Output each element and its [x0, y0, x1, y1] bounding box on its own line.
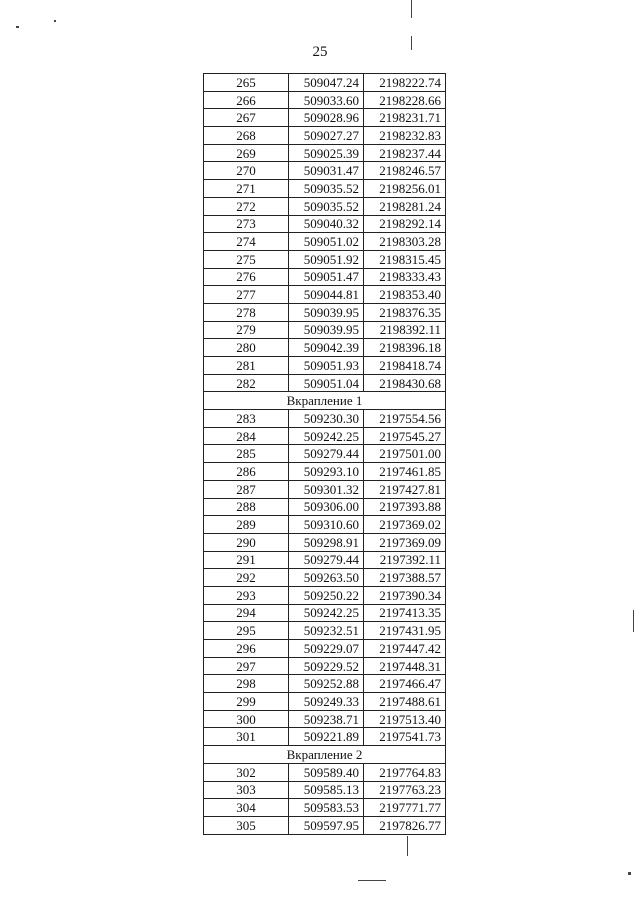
x-coordinate-cell: 509597.95: [289, 816, 364, 834]
y-coordinate-cell: 2198392.11: [364, 321, 446, 339]
y-coordinate-cell: 2197390.34: [364, 586, 446, 604]
table-row: [204, 675, 446, 693]
scan-speck: [16, 26, 19, 28]
table-row: [204, 233, 446, 251]
table-row: [204, 604, 446, 622]
point-number-cell: 291: [204, 551, 289, 569]
y-coordinate-cell: 2197466.47: [364, 675, 446, 693]
y-coordinate-cell: 2198418.74: [364, 357, 446, 375]
x-coordinate-cell: 509279.44: [289, 445, 364, 463]
point-number-cell: 283: [204, 410, 289, 428]
x-coordinate-cell: 509221.89: [289, 728, 364, 746]
point-number-cell: 301: [204, 728, 289, 746]
point-number-cell: 265: [204, 74, 289, 92]
x-coordinate-cell: 509027.27: [289, 127, 364, 145]
x-coordinate-cell: 509051.47: [289, 268, 364, 286]
point-number-cell: 273: [204, 215, 289, 233]
x-coordinate-cell: 509252.88: [289, 675, 364, 693]
point-number-cell: 270: [204, 162, 289, 180]
y-coordinate-cell: 2198292.14: [364, 215, 446, 233]
table-row: [204, 339, 446, 357]
x-coordinate-cell: 509025.39: [289, 144, 364, 162]
coordinates-table-body: [204, 74, 446, 835]
y-coordinate-cell: 2198246.57: [364, 162, 446, 180]
point-number-cell: 284: [204, 427, 289, 445]
table-row: [204, 551, 446, 569]
y-coordinate-cell: 2198430.68: [364, 374, 446, 392]
point-number-cell: 300: [204, 710, 289, 728]
y-coordinate-cell: 2197392.11: [364, 551, 446, 569]
y-coordinate-cell: 2198222.74: [364, 74, 446, 92]
section-row: [204, 392, 446, 410]
table-row: [204, 268, 446, 286]
point-number-cell: 288: [204, 498, 289, 516]
y-coordinate-cell: 2197501.00: [364, 445, 446, 463]
x-coordinate-cell: 509051.92: [289, 250, 364, 268]
point-number-cell: 286: [204, 463, 289, 481]
table-row: [204, 162, 446, 180]
table-row: [204, 799, 446, 817]
point-number-cell: 297: [204, 657, 289, 675]
table-row: [204, 109, 446, 127]
x-coordinate-cell: 509229.07: [289, 640, 364, 658]
table-row: [204, 410, 446, 428]
x-coordinate-cell: 509263.50: [289, 569, 364, 587]
point-number-cell: 293: [204, 586, 289, 604]
table-row: [204, 763, 446, 781]
x-coordinate-cell: 509298.91: [289, 533, 364, 551]
point-number-cell: 304: [204, 799, 289, 817]
point-number-cell: 266: [204, 91, 289, 109]
x-coordinate-cell: 509039.95: [289, 321, 364, 339]
y-coordinate-cell: 2198232.83: [364, 127, 446, 145]
y-coordinate-cell: 2197448.31: [364, 657, 446, 675]
table-row: [204, 693, 446, 711]
scan-line: [358, 880, 386, 881]
point-number-cell: 303: [204, 781, 289, 799]
x-coordinate-cell: 509051.93: [289, 357, 364, 375]
x-coordinate-cell: 509585.13: [289, 781, 364, 799]
y-coordinate-cell: 2198281.24: [364, 197, 446, 215]
table-row: [204, 480, 446, 498]
y-coordinate-cell: 2198256.01: [364, 180, 446, 198]
y-coordinate-cell: 2197431.95: [364, 622, 446, 640]
section-title: Вкрапление 1: [204, 392, 446, 410]
point-number-cell: 305: [204, 816, 289, 834]
x-coordinate-cell: 509250.22: [289, 586, 364, 604]
x-coordinate-cell: 509293.10: [289, 463, 364, 481]
table-row: [204, 321, 446, 339]
x-coordinate-cell: 509310.60: [289, 516, 364, 534]
point-number-cell: 278: [204, 303, 289, 321]
point-number-cell: 287: [204, 480, 289, 498]
table-row: [204, 91, 446, 109]
x-coordinate-cell: 509232.51: [289, 622, 364, 640]
y-coordinate-cell: 2197488.61: [364, 693, 446, 711]
table-row: [204, 710, 446, 728]
y-coordinate-cell: 2198315.45: [364, 250, 446, 268]
point-number-cell: 282: [204, 374, 289, 392]
point-number-cell: 274: [204, 233, 289, 251]
point-number-cell: 302: [204, 763, 289, 781]
table-row: [204, 127, 446, 145]
scan-speck: [628, 872, 631, 875]
x-coordinate-cell: 509028.96: [289, 109, 364, 127]
x-coordinate-cell: 509238.71: [289, 710, 364, 728]
y-coordinate-cell: 2197541.73: [364, 728, 446, 746]
x-coordinate-cell: 509051.04: [289, 374, 364, 392]
y-coordinate-cell: 2198396.18: [364, 339, 446, 357]
point-number-cell: 267: [204, 109, 289, 127]
point-number-cell: 299: [204, 693, 289, 711]
y-coordinate-cell: 2198303.28: [364, 233, 446, 251]
x-coordinate-cell: 509031.47: [289, 162, 364, 180]
x-coordinate-cell: 509589.40: [289, 763, 364, 781]
x-coordinate-cell: 509033.60: [289, 91, 364, 109]
table-row: [204, 74, 446, 92]
y-coordinate-cell: 2197369.09: [364, 533, 446, 551]
y-coordinate-cell: 2197461.85: [364, 463, 446, 481]
x-coordinate-cell: 509042.39: [289, 339, 364, 357]
section-row: [204, 746, 446, 764]
table-row: [204, 640, 446, 658]
table-row: [204, 286, 446, 304]
table-row: [204, 781, 446, 799]
x-coordinate-cell: 509051.02: [289, 233, 364, 251]
table-row: [204, 144, 446, 162]
y-coordinate-cell: 2197554.56: [364, 410, 446, 428]
y-coordinate-cell: 2197826.77: [364, 816, 446, 834]
y-coordinate-cell: 2197393.88: [364, 498, 446, 516]
table-row: [204, 357, 446, 375]
point-number-cell: 272: [204, 197, 289, 215]
x-coordinate-cell: 509229.52: [289, 657, 364, 675]
point-number-cell: 281: [204, 357, 289, 375]
scan-line: [633, 610, 634, 632]
x-coordinate-cell: 509306.00: [289, 498, 364, 516]
point-number-cell: 271: [204, 180, 289, 198]
point-number-cell: 268: [204, 127, 289, 145]
y-coordinate-cell: 2198237.44: [364, 144, 446, 162]
y-coordinate-cell: 2198231.71: [364, 109, 446, 127]
scan-line: [411, 0, 412, 18]
y-coordinate-cell: 2198228.66: [364, 91, 446, 109]
point-number-cell: 290: [204, 533, 289, 551]
page-number: 25: [312, 44, 328, 60]
table-row: [204, 180, 446, 198]
table-row: [204, 303, 446, 321]
scan-speck: [54, 20, 56, 22]
x-coordinate-cell: 509242.25: [289, 604, 364, 622]
x-coordinate-cell: 509249.33: [289, 693, 364, 711]
point-number-cell: 292: [204, 569, 289, 587]
y-coordinate-cell: 2198353.40: [364, 286, 446, 304]
y-coordinate-cell: 2197427.81: [364, 480, 446, 498]
point-number-cell: 276: [204, 268, 289, 286]
y-coordinate-cell: 2198333.43: [364, 268, 446, 286]
y-coordinate-cell: 2197388.57: [364, 569, 446, 587]
point-number-cell: 289: [204, 516, 289, 534]
y-coordinate-cell: 2197771.77: [364, 799, 446, 817]
y-coordinate-cell: 2197545.27: [364, 427, 446, 445]
x-coordinate-cell: 509279.44: [289, 551, 364, 569]
y-coordinate-cell: 2197369.02: [364, 516, 446, 534]
table-row: [204, 657, 446, 675]
table-row: [204, 728, 446, 746]
table-row: [204, 215, 446, 233]
y-coordinate-cell: 2197513.40: [364, 710, 446, 728]
table-row: [204, 445, 446, 463]
table-row: [204, 250, 446, 268]
x-coordinate-cell: 509583.53: [289, 799, 364, 817]
table-row: [204, 569, 446, 587]
y-coordinate-cell: 2197763.23: [364, 781, 446, 799]
y-coordinate-cell: 2197764.83: [364, 763, 446, 781]
x-coordinate-cell: 509230.30: [289, 410, 364, 428]
y-coordinate-cell: 2197447.42: [364, 640, 446, 658]
point-number-cell: 294: [204, 604, 289, 622]
section-title: Вкрапление 2: [204, 746, 446, 764]
table-row: [204, 622, 446, 640]
x-coordinate-cell: 509039.95: [289, 303, 364, 321]
point-number-cell: 269: [204, 144, 289, 162]
x-coordinate-cell: 509035.52: [289, 197, 364, 215]
y-coordinate-cell: 2198376.35: [364, 303, 446, 321]
x-coordinate-cell: 509242.25: [289, 427, 364, 445]
table-row: [204, 586, 446, 604]
table-row: [204, 427, 446, 445]
table-row: [204, 516, 446, 534]
x-coordinate-cell: 509035.52: [289, 180, 364, 198]
table-row: [204, 374, 446, 392]
point-number-cell: 279: [204, 321, 289, 339]
scan-line: [407, 836, 408, 856]
table-row: [204, 463, 446, 481]
point-number-cell: 298: [204, 675, 289, 693]
table-row: [204, 197, 446, 215]
point-number-cell: 285: [204, 445, 289, 463]
x-coordinate-cell: 509040.32: [289, 215, 364, 233]
point-number-cell: 275: [204, 250, 289, 268]
table-row: [204, 816, 446, 834]
x-coordinate-cell: 509301.32: [289, 480, 364, 498]
x-coordinate-cell: 509044.81: [289, 286, 364, 304]
x-coordinate-cell: 509047.24: [289, 74, 364, 92]
y-coordinate-cell: 2197413.35: [364, 604, 446, 622]
table-row: [204, 533, 446, 551]
table-row: [204, 498, 446, 516]
point-number-cell: 296: [204, 640, 289, 658]
point-number-cell: 295: [204, 622, 289, 640]
coordinates-table: [203, 73, 446, 835]
point-number-cell: 280: [204, 339, 289, 357]
point-number-cell: 277: [204, 286, 289, 304]
